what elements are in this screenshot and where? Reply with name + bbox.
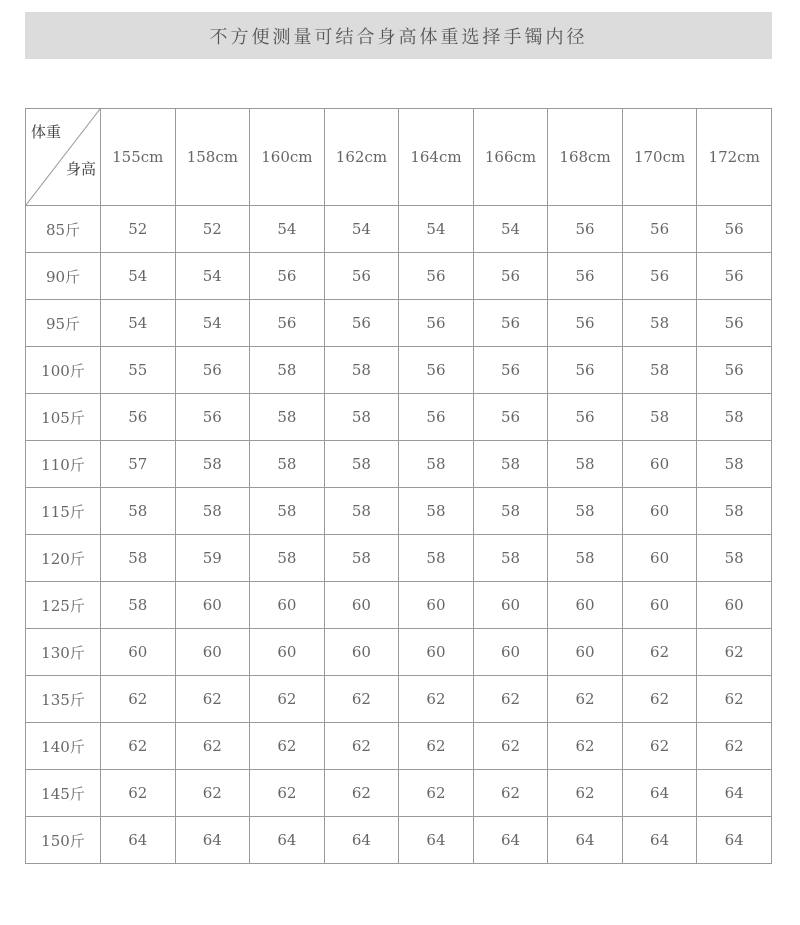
size-cell: 62 [548,723,623,770]
size-cell: 62 [697,629,772,676]
size-cell: 58 [548,441,623,488]
size-cell: 62 [473,723,548,770]
weight-row-header: 150斤 [26,817,101,864]
height-header-cell: 172cm [697,109,772,206]
table-row [26,206,772,253]
size-cell: 62 [622,723,697,770]
size-cell: 64 [324,817,399,864]
size-cell: 62 [548,770,623,817]
table-row [26,770,772,817]
size-cell: 60 [473,629,548,676]
height-header-cell: 158cm [175,109,250,206]
size-cell: 60 [175,582,250,629]
weight-row-header: 100斤 [26,347,101,394]
size-cell: 60 [622,582,697,629]
size-cell: 60 [548,629,623,676]
size-cell: 58 [324,394,399,441]
size-cell: 64 [250,817,325,864]
size-cell: 58 [250,441,325,488]
banner-title: 不方便测量可结合身高体重选择手镯内径 [209,26,588,48]
size-cell: 62 [399,770,474,817]
table-row [26,535,772,582]
height-header-cell: 166cm [473,109,548,206]
corner-cell [26,109,101,206]
size-cell: 56 [548,253,623,300]
size-cell: 56 [399,300,474,347]
size-cell: 62 [324,770,399,817]
size-cell: 58 [324,535,399,582]
size-cell: 56 [473,253,548,300]
size-cell: 56 [697,300,772,347]
table-row [26,300,772,347]
height-header-cell: 155cm [101,109,176,206]
size-cell: 60 [548,582,623,629]
size-cell: 58 [473,535,548,582]
size-cell: 58 [622,394,697,441]
size-cell: 56 [697,253,772,300]
size-cell: 56 [697,206,772,253]
size-cell: 64 [101,817,176,864]
height-header-cell: 162cm [324,109,399,206]
table-row [26,817,772,864]
size-cell: 58 [399,488,474,535]
size-cell: 62 [697,676,772,723]
size-cell: 56 [622,253,697,300]
size-cell: 54 [101,253,176,300]
size-cell: 60 [324,629,399,676]
size-cell: 56 [697,347,772,394]
table-row [26,723,772,770]
weight-row-header: 90斤 [26,253,101,300]
size-cell: 64 [399,817,474,864]
size-cell: 60 [399,582,474,629]
size-cell: 64 [175,817,250,864]
weight-row-header: 105斤 [26,394,101,441]
size-cell: 58 [101,535,176,582]
size-cell: 62 [101,676,176,723]
size-cell: 59 [175,535,250,582]
size-cell: 56 [101,394,176,441]
height-header-cell: 170cm [622,109,697,206]
size-cell: 54 [101,300,176,347]
size-cell: 58 [324,441,399,488]
height-header-cell: 164cm [399,109,474,206]
size-cell: 56 [548,300,623,347]
weight-row-header: 140斤 [26,723,101,770]
size-cell: 60 [101,629,176,676]
weight-row-header: 95斤 [26,300,101,347]
size-cell: 58 [697,441,772,488]
size-cell: 64 [622,817,697,864]
size-cell: 56 [548,394,623,441]
table-row [26,347,772,394]
size-cell: 62 [175,770,250,817]
table-row [26,582,772,629]
weight-row-header: 85斤 [26,206,101,253]
weight-row-header: 130斤 [26,629,101,676]
size-cell: 56 [473,394,548,441]
size-cell: 56 [473,300,548,347]
size-cell: 58 [399,535,474,582]
size-cell: 62 [250,723,325,770]
size-cell: 58 [697,394,772,441]
size-cell: 56 [548,206,623,253]
table-row [26,253,772,300]
size-cell: 58 [697,535,772,582]
size-cell: 54 [175,300,250,347]
size-cell: 58 [548,535,623,582]
size-cell: 60 [175,629,250,676]
size-cell: 56 [399,347,474,394]
size-cell: 58 [101,488,176,535]
size-cell: 60 [622,441,697,488]
table-row [26,394,772,441]
size-cell: 62 [622,629,697,676]
size-cell: 56 [473,347,548,394]
size-cell: 58 [250,535,325,582]
size-cell: 56 [548,347,623,394]
size-cell: 58 [548,488,623,535]
size-cell: 60 [697,582,772,629]
size-cell: 58 [250,394,325,441]
size-cell: 58 [324,488,399,535]
table-body [26,206,772,864]
size-cell: 62 [324,676,399,723]
size-cell: 62 [622,676,697,723]
size-cell: 57 [101,441,176,488]
table-header-row [26,109,772,206]
size-cell: 54 [399,206,474,253]
size-cell: 62 [399,723,474,770]
size-cell: 58 [175,441,250,488]
size-cell: 60 [622,535,697,582]
size-cell: 54 [175,253,250,300]
size-cell: 58 [399,441,474,488]
size-cell: 62 [697,723,772,770]
table-row [26,629,772,676]
size-cell: 62 [250,770,325,817]
height-header-cell: 160cm [250,109,325,206]
size-cell: 56 [175,347,250,394]
size-cell: 54 [473,206,548,253]
height-header-cell: 168cm [548,109,623,206]
size-cell: 62 [473,770,548,817]
size-cell: 58 [175,488,250,535]
size-cell: 56 [175,394,250,441]
weight-row-header: 115斤 [26,488,101,535]
size-cell: 58 [697,488,772,535]
size-cell: 58 [622,300,697,347]
size-cell: 62 [399,676,474,723]
size-cell: 62 [548,676,623,723]
size-cell: 58 [622,347,697,394]
size-cell: 54 [250,206,325,253]
weight-row-header: 120斤 [26,535,101,582]
size-cell: 58 [473,441,548,488]
size-cell: 56 [324,253,399,300]
size-cell: 58 [250,347,325,394]
corner-height-label: 身高 [65,160,96,178]
size-cell: 62 [101,723,176,770]
size-cell: 62 [101,770,176,817]
size-cell: 62 [250,676,325,723]
size-cell: 64 [697,770,772,817]
weight-row-header: 135斤 [26,676,101,723]
size-cell: 54 [324,206,399,253]
size-cell: 62 [473,676,548,723]
size-cell: 62 [175,676,250,723]
table-row [26,676,772,723]
size-cell: 58 [101,582,176,629]
size-cell: 64 [697,817,772,864]
size-cell: 58 [473,488,548,535]
size-cell: 60 [250,582,325,629]
size-cell: 60 [250,629,325,676]
size-cell: 55 [101,347,176,394]
size-cell: 56 [324,300,399,347]
size-guide-banner [25,12,772,59]
weight-row-header: 125斤 [26,582,101,629]
size-cell: 56 [622,206,697,253]
bracelet-size-table [25,108,772,864]
size-cell: 60 [399,629,474,676]
size-cell: 58 [324,347,399,394]
size-cell: 58 [250,488,325,535]
size-cell: 56 [399,394,474,441]
size-cell: 62 [324,723,399,770]
weight-row-header: 110斤 [26,441,101,488]
table-row [26,488,772,535]
size-cell: 60 [473,582,548,629]
size-cell: 56 [399,253,474,300]
size-cell: 52 [101,206,176,253]
size-cell: 64 [622,770,697,817]
weight-row-header: 145斤 [26,770,101,817]
corner-weight-label: 体重 [31,123,62,141]
size-cell: 60 [324,582,399,629]
size-cell: 60 [622,488,697,535]
size-cell: 62 [175,723,250,770]
table-row [26,441,772,488]
size-cell: 52 [175,206,250,253]
size-cell: 64 [548,817,623,864]
size-cell: 56 [250,300,325,347]
size-cell: 56 [250,253,325,300]
size-cell: 64 [473,817,548,864]
